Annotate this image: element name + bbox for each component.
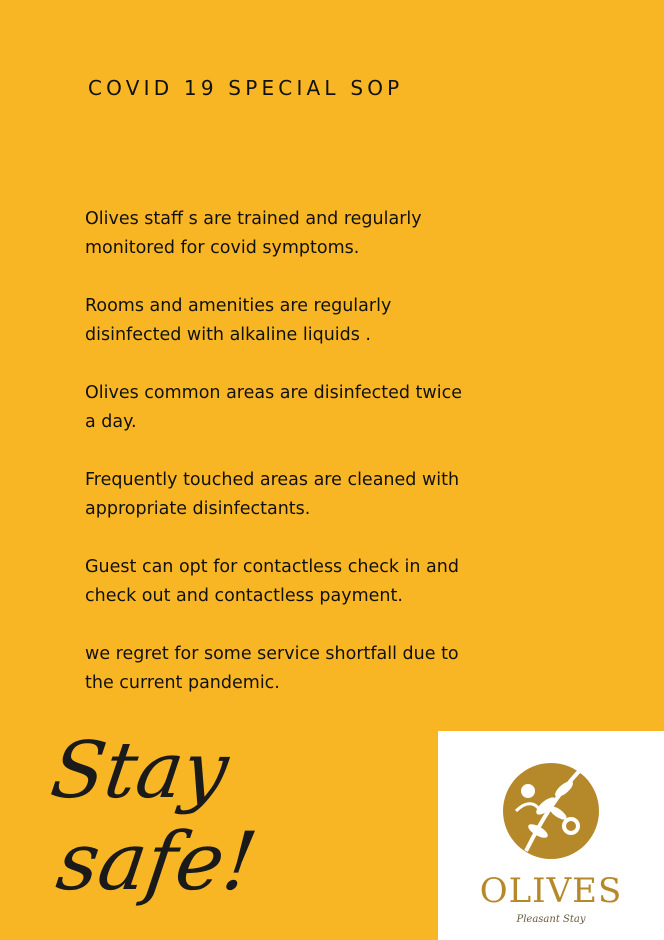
slogan-stay: Stay: [45, 726, 234, 816]
logo-name: OLIVES: [479, 871, 623, 911]
olive-branch-icon: [486, 751, 616, 871]
sop-item: Olives common areas are disinfected twice a day.: [85, 383, 462, 432]
sop-list: [85, 205, 475, 727]
sop-item: Frequently touched areas are cleaned with appropriate disinfectants.: [85, 470, 460, 519]
sop-item: we regret for some service shortfall due to the current pandemic.: [85, 644, 459, 693]
sop-item: Guest can opt for contactless check in and check out and contactless payment.: [85, 557, 459, 606]
logo-tagline: Pleasant Stay: [516, 914, 586, 925]
sop-item: Rooms and amenities are regularly disinfected with alkaline liquids .: [85, 296, 392, 345]
page-title: COVID 19 SPECIAL SOP: [88, 76, 404, 100]
slogan-safe: safe!: [51, 815, 263, 908]
olives-logo: [438, 731, 664, 940]
sop-item: Olives staff s are trained and regularly monitored for covid symptoms.: [85, 209, 422, 258]
